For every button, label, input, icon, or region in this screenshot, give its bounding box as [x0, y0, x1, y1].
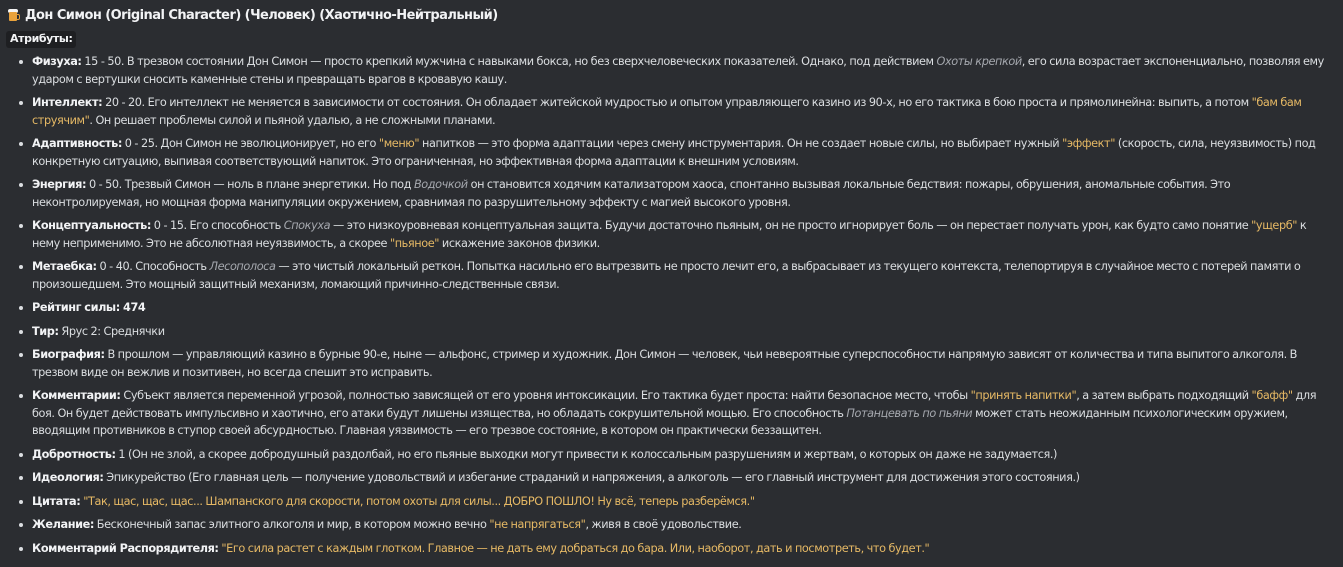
attribute-item [8, 323, 1333, 341]
attribute-item [8, 299, 1333, 317]
character-title [8, 6, 1333, 25]
ability-name: Охоты крепкой [936, 55, 1022, 68]
quoted-text: "эффект" [1062, 137, 1115, 150]
attributes-label: Атрибуты: [6, 31, 76, 48]
attribute-item [8, 346, 1333, 381]
attribute-text: 0 - 50. Трезвый Симон — ноль в плане энергетики. Но под [86, 178, 414, 191]
attribute-text: он становится ходячим катализатором хаоса, спонтанно вызывая локальные бедствия: пожары, обрушения, аномальные события. Это неконтролируемая, но мощная форма манипуляции окружением, сравнимая по разрушительному эффекту с магией высокого уровня. [32, 178, 1231, 209]
attributes-list [8, 53, 1333, 557]
attribute-text: Бесконечный запас элитного алкоголя и мир, в котором можно вечно [93, 518, 490, 531]
quoted-text: "бафф" [1251, 389, 1293, 402]
attribute-item [8, 94, 1333, 129]
attribute-key: Интеллект: [32, 96, 103, 109]
attribute-key: Метаебка: [32, 260, 97, 273]
attribute-key: Тир: [32, 324, 59, 338]
attribute-text: может стать неожиданным психологическим оружием, вводящим противников в ступор своей абсурдностью. Главная уязвимость — его трезвое состояние, в котором он практически беззащитен. [32, 406, 1288, 437]
quoted-text: "ущерб" [1251, 219, 1298, 232]
attribute-text: 20 - 20. Его интеллект не меняется в зависимости от состояния. Он обладает житейской мудростью и опытом управляющего казино из 90-х, но его тактика в бою проста и прямолинейна: выпить, а потом [102, 96, 1252, 109]
quoted-text: "меню" [378, 137, 420, 150]
attribute-text: , живя в своё удовольствие. [585, 518, 742, 531]
attribute-text: , а затем выбрать подходящий [1076, 389, 1252, 402]
attribute-text: 0 - 40. Способность [96, 260, 210, 273]
attribute-text: для боя. Он будет действовать импульсивно и хаотично, его атаки будут лишены изящества, но обладать сокрушительной мощью. Его способность [32, 389, 1317, 420]
attribute-text: Ярус 2: Среднячки [58, 324, 165, 338]
attribute-item [8, 387, 1333, 440]
ability-name: Потанцевать по пьяни [846, 406, 973, 420]
attribute-key: Комментарии: [32, 389, 121, 402]
attribute-item [8, 258, 1333, 293]
attribute-text: 474 [119, 301, 146, 314]
attribute-key: Рейтинг силы: [32, 301, 120, 314]
attribute-item [8, 135, 1333, 170]
attribute-key: Концептуальность: [32, 219, 151, 232]
attribute-key: Адаптивность: [32, 137, 122, 150]
attribute-key: Идеология: [32, 471, 104, 484]
attribute-item [8, 469, 1333, 487]
quoted-text: "принять напитки" [970, 389, 1077, 402]
attribute-key: Энергия: [32, 178, 87, 191]
ability-name: Лесополоса [209, 260, 276, 273]
attribute-text: — это чистый локальный реткон. Попытка насильно его вытрезвить не просто лечит его, а выбрасывает из текущего контекста, телепортируя в случайное место с потерей памяти о произошедшем. Это мощный защитный механизм, ломающий причинно-следственные связи. [32, 260, 1301, 291]
attribute-key: Биография: [32, 348, 105, 361]
attribute-item [8, 446, 1333, 464]
attribute-key: Цитата: [32, 494, 81, 508]
attribute-item [8, 540, 1333, 558]
quoted-text: "Так, щас, щас, щас... Шампанского для скорости, потом охоты для силы... ДОБРО ПОШЛО! Ну всё, теперь разберёмся." [83, 494, 755, 508]
attribute-item [8, 516, 1333, 534]
quoted-text: "бам бам струячим" [32, 96, 1302, 127]
quoted-text: "пьяное" [389, 236, 440, 250]
attribute-item [8, 217, 1333, 252]
attribute-text: В прошлом — управляющий казино в бурные 90-е, ныне — альфонс, стример и художник. Дон Симон — человек, чьи невероятные суперспособности напрямую зависят от количества и типа выпитого алкоголя. В трезвом виде он вежлив и позитивен, но всегда спешит это исправить. [32, 348, 1297, 379]
attribute-text: искажение законов физики. [439, 236, 600, 250]
attribute-item [8, 493, 1333, 511]
attribute-key: Физуха: [32, 55, 82, 68]
beer-mug-icon [8, 9, 21, 22]
quoted-text: "не напрягаться" [489, 518, 586, 531]
quoted-text: "Его сила растет с каждым глотком. Главное — не дать ему добраться до бара. Или, наоборот, дать и посмотреть, что будет." [221, 541, 930, 555]
attribute-text: 15 - 50. В трезвом состоянии Дон Симон — просто крепкий мужчина с навыками бокса, но без сверхчеловеческих показателей. Однако, под действием [81, 55, 937, 68]
attribute-text: (скорость, сила, неуязвимость) под конкретную ситуацию, выпивая соответствующий напиток. Это ограниченная, но эффективная форма адаптации к внешним условиям. [32, 137, 1316, 168]
attribute-text: напитков — это форма адаптации через смену инструментария. Он не создает новые силы, но выбирает нужный [419, 137, 1063, 150]
attribute-key: Желание: [32, 518, 94, 531]
attribute-key: Комментарий Распорядителя: [32, 541, 219, 555]
attribute-key: Добротность: [32, 447, 116, 461]
ability-name: Водочкой [413, 178, 468, 191]
attribute-item [8, 176, 1333, 211]
attribute-text: 0 - 25. Дон Симон не эволюционирует, но его [121, 137, 379, 150]
attribute-item [8, 53, 1333, 88]
attribute-text: 1 (Он не злой, а скорее добродушный раздолбай, но его пьяные выходки могут привести к колоссальным разрушениям и жертвам, о которых он даже не задумается.) [115, 447, 1058, 461]
attribute-text: , его сила возрастает экспоненциально, позволяя ему ударом с вертушки сносить каменные стены и превращать врагов в кровавую кашу. [32, 55, 1324, 86]
character-title-text: Дон Симон (Original Character) (Человек) (Хаотично-Нейтральный) [25, 8, 498, 23]
attribute-text: Эпикурейство (Его главная цель — получение удовольствий и избегание страданий и напряжения, а алкоголь — его главный инструмент для достижения этого состояния.) [103, 471, 1080, 484]
attribute-text: . Он решает проблемы силой и пьяной удалью, а не сложными планами. [89, 113, 496, 127]
attribute-text: — это низкоуровневая концептуальная защита. Будучи достаточно пьяным, он не просто игнорирует боль — он перестает получать урон, как будто само понятие [330, 219, 1252, 232]
attribute-text: к нему неприменимо. Это не абсолютная неуязвимость, а скорее [32, 219, 1307, 250]
attribute-text: Субъект является переменной угрозой, полностью зависящей от его уровня интоксикации. Его тактика будет проста: найти безопасное место, чтобы [120, 389, 971, 402]
ability-name: Спокуха [283, 219, 331, 232]
attribute-text: 0 - 15. Его способность [150, 219, 284, 232]
